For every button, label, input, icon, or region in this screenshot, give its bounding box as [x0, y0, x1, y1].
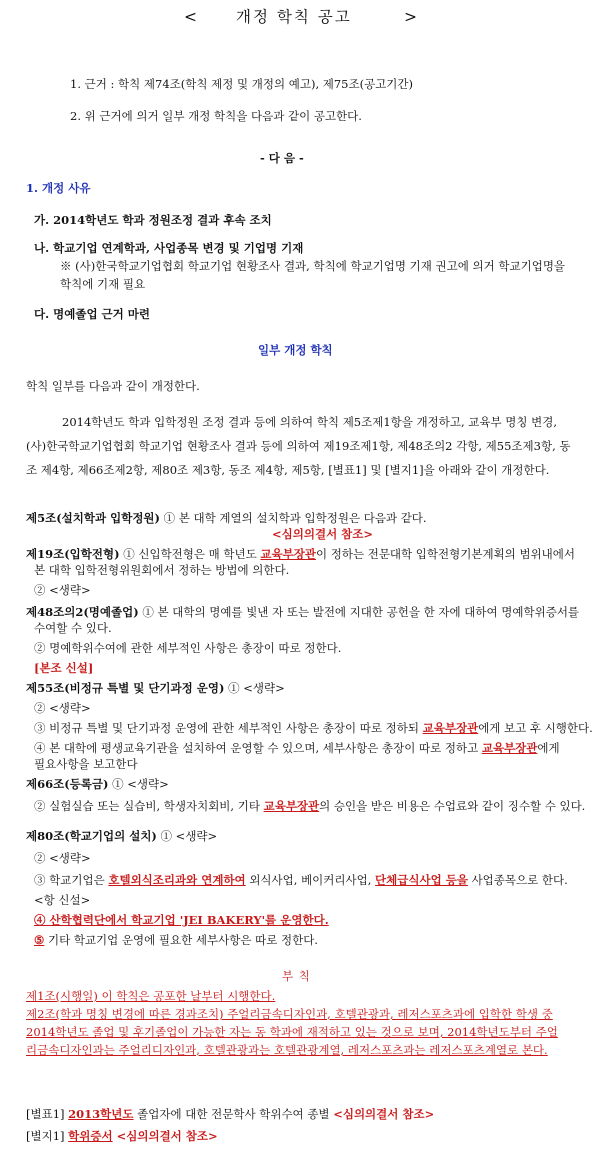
article-5-head: 제5조(설치학과 입학정원)	[26, 511, 160, 525]
article-80-item-2: ② <생략>	[34, 851, 91, 865]
article-66-item-2-minister: 교육부장관	[263, 799, 320, 813]
article-80-item-3-text: ③ 학교기업은	[34, 873, 109, 887]
article-80-item-5-text: 기타 학교기업 운영에 필요한 세부사항은 따로 정한다.	[44, 933, 318, 947]
article-55-item-3-minister: 교육부장관	[422, 721, 479, 735]
partial-revision-title: 일부 개정 학칙	[258, 343, 333, 357]
article-5-ref: <심의의결서 참조>	[272, 527, 374, 541]
reasons-heading: 1. 개정 사유	[26, 181, 91, 195]
article-80-item-3-catering: 단체급식사업 등을	[375, 873, 468, 887]
body-para-line-2: (사)한국학교기업협회 학교기업 현황조사 결과 등에 의하여 제19조제1항, 제48조의2 각항, 제55조제3항, 동	[26, 439, 571, 453]
reason-na-note-1: ※ (사)한국학교기업협회 학교기업 현황조사 결과, 학칙에 학교기업명 기재 권고에 의거 학교기업명을	[60, 259, 566, 273]
article-80-item-5	[34, 932, 318, 948]
article-5-text: ① 본 대학 계열의 설치학과 입학정원은 다음과 같다.	[163, 511, 427, 525]
article-80-line-1	[26, 828, 217, 844]
article-55-head: 제55조(비정규 특별 및 단기과정 운영)	[26, 681, 225, 695]
article-66-head: 제66조(등록금)	[26, 777, 109, 791]
article-48-text-1: ① 본 대학의 명예를 빛낸 자 또는 발전에 지대한 공헌을 한 자에 대하여 명예학위증서를	[142, 605, 580, 619]
article-55-item-2: ② <생략>	[34, 701, 91, 715]
article-80-item-1: ① <생략>	[160, 829, 218, 843]
attachment-form-1-ref: <심의의결서 참조>	[112, 1129, 218, 1143]
attachment-table-1-ref: <심의의결서 참조>	[333, 1107, 435, 1121]
reason-da: 다. 명예졸업 근거 마련	[34, 307, 150, 321]
supplementary-article-2-line-1: 제2조(학과 명칭 변경에 따른 경과조치) 주얼리금속디자인과, 호텔관광과, 레저스포츠과에 입학한 학생 중	[26, 1007, 553, 1021]
article-80-head: 제80조(학교기업의 설치)	[26, 829, 157, 843]
article-55-item-1: ① <생략>	[228, 681, 285, 695]
article-55-item-3-tail: 에게 보고 후 시행한다.	[478, 721, 593, 735]
article-55-line-1	[26, 680, 285, 696]
supplementary-title: 부 칙	[282, 969, 311, 983]
article-48-line-1	[26, 604, 579, 620]
article-19-minister: 교육부장관	[260, 547, 316, 561]
article-66-item-2	[34, 798, 585, 814]
lead-sentence: 학칙 일부를 다음과 같이 개정한다.	[26, 379, 200, 393]
article-80-item-3-dept: 호텔외식조리과와 연계하여	[108, 873, 246, 887]
title-left-bracket: <	[184, 8, 197, 26]
article-80-item-3-mid: 외식사업, 베이커리사업,	[245, 873, 376, 887]
article-55-item-4-cont: 필요사항을 보고한다	[34, 757, 138, 771]
article-48-line-2: 수여할 수 있다.	[34, 621, 112, 635]
article-66-item-2-text: ② 실험실습 또는 실습비, 학생자치회비, 기타	[34, 799, 264, 813]
body-para-line-1: 2014학년도 학과 입학정원 조정 결과 등에 의하여 학칙 제5조제1항을 개정하고, 교육부 명칭 변경,	[62, 415, 557, 429]
page-title: 개정 학칙 공고	[236, 8, 352, 26]
reason-na-note-2: 학칙에 기재 필요	[60, 277, 146, 291]
article-48-line-3: ② 명예학위수여에 관한 세부적인 사항은 총장이 따로 정한다.	[34, 641, 342, 655]
reason-ga: 가. 2014학년도 학과 정원조정 결과 후속 조치	[34, 213, 272, 227]
article-66-line-1	[26, 776, 169, 792]
daeum-heading: - 다 음 -	[260, 151, 304, 165]
article-19-text-a: ① 신입학전형은 매 학년도	[123, 547, 261, 561]
article-80-item-5-number: ⑤	[34, 933, 45, 947]
supplementary-article-2-line-3: 리금속디자인과는 주얼리디자인과, 호텔관광과는 호텔관광계열, 레저스포츠과는 레저스포츠계열로 본다.	[26, 1043, 548, 1057]
article-19-head: 제19조(입학전형)	[26, 547, 120, 561]
article-55-item-3	[34, 720, 593, 736]
article-80-item-3	[34, 872, 568, 888]
article-55-item-4-minister: 교육부장관	[481, 741, 538, 755]
attachment-form-1-certificate: 학위증서	[68, 1129, 113, 1143]
article-80-new-clause: <항 신설>	[34, 893, 91, 907]
supplementary-article-2-line-2: 2014학년도 졸업 및 후기졸업이 가능한 자는 동 학과에 재적하고 있는 것으로 보며, 2014학년도부터 주얼	[26, 1025, 558, 1039]
article-55-item-3-text: ③ 비정규 특별 및 단기과정 운영에 관한 세부적인 사항은 총장이 따로 정하되	[34, 721, 423, 735]
intro-item-2: 2. 위 근거에 의거 일부 개정 학칙을 다음과 같이 공고한다.	[70, 109, 362, 123]
attachment-table-1-year: 2013학년도	[68, 1107, 134, 1121]
attachment-table-1-label: [별표1]	[26, 1107, 69, 1121]
article-80-item-3-tail: 사업종목으로 한다.	[467, 873, 568, 887]
article-19-line-1	[26, 546, 575, 562]
title-right-bracket: >	[404, 8, 417, 26]
attachment-form-1-label: [별지1]	[26, 1129, 69, 1143]
article-48-new-tag: [본조 신설]	[34, 661, 94, 675]
article-55-item-4-tail: 에게	[537, 741, 560, 755]
intro-item-1: 1. 근거 : 학칙 제74조(학칙 제정 및 개정의 예고), 제75조(공고기간)	[70, 77, 414, 91]
article-19-text-c: 이 정하는 전문대학 입학전형기본계획의 범위내에서	[315, 547, 575, 561]
reason-na: 나. 학교기업 연계학과, 사업종목 변경 및 기업명 기재	[34, 241, 304, 255]
article-5	[26, 510, 427, 526]
article-66-item-1: ① <생략>	[112, 777, 169, 791]
body-para-line-3: 조 제4항, 제66조제2항, 제80조 제3항, 동조 제4항, 제5항, [별표1] 및 [별지1]을 아래와 같이 개정한다.	[26, 463, 550, 477]
article-19-line-2: 본 대학 입학전형위원회에서 정하는 방법에 의한다.	[34, 563, 290, 577]
article-66-item-2-tail: 의 승인을 받은 비용은 수업료와 같이 징수할 수 있다.	[319, 799, 586, 813]
article-55-item-4	[34, 740, 560, 756]
attachment-form-1	[26, 1128, 218, 1144]
attachment-table-1	[26, 1106, 434, 1122]
attachment-table-1-text: 졸업자에 대한 전문학사 학위수여 종별	[133, 1107, 334, 1121]
article-48-head: 제48조의2(명예졸업)	[26, 605, 139, 619]
article-55-item-4-text: ④ 본 대학에 평생교육기관을 설치하여 운영할 수 있으며, 세부사항은 총장이 따로 정하고	[34, 741, 482, 755]
article-19-line-3: ② <생략>	[34, 583, 91, 597]
article-80-item-4: ④ 산학협력단에서 학교기업 'JEI BAKERY'를 운영한다.	[34, 913, 329, 927]
supplementary-article-1: 제1조(시행일) 이 학칙은 공포한 날부터 시행한다.	[26, 989, 276, 1003]
